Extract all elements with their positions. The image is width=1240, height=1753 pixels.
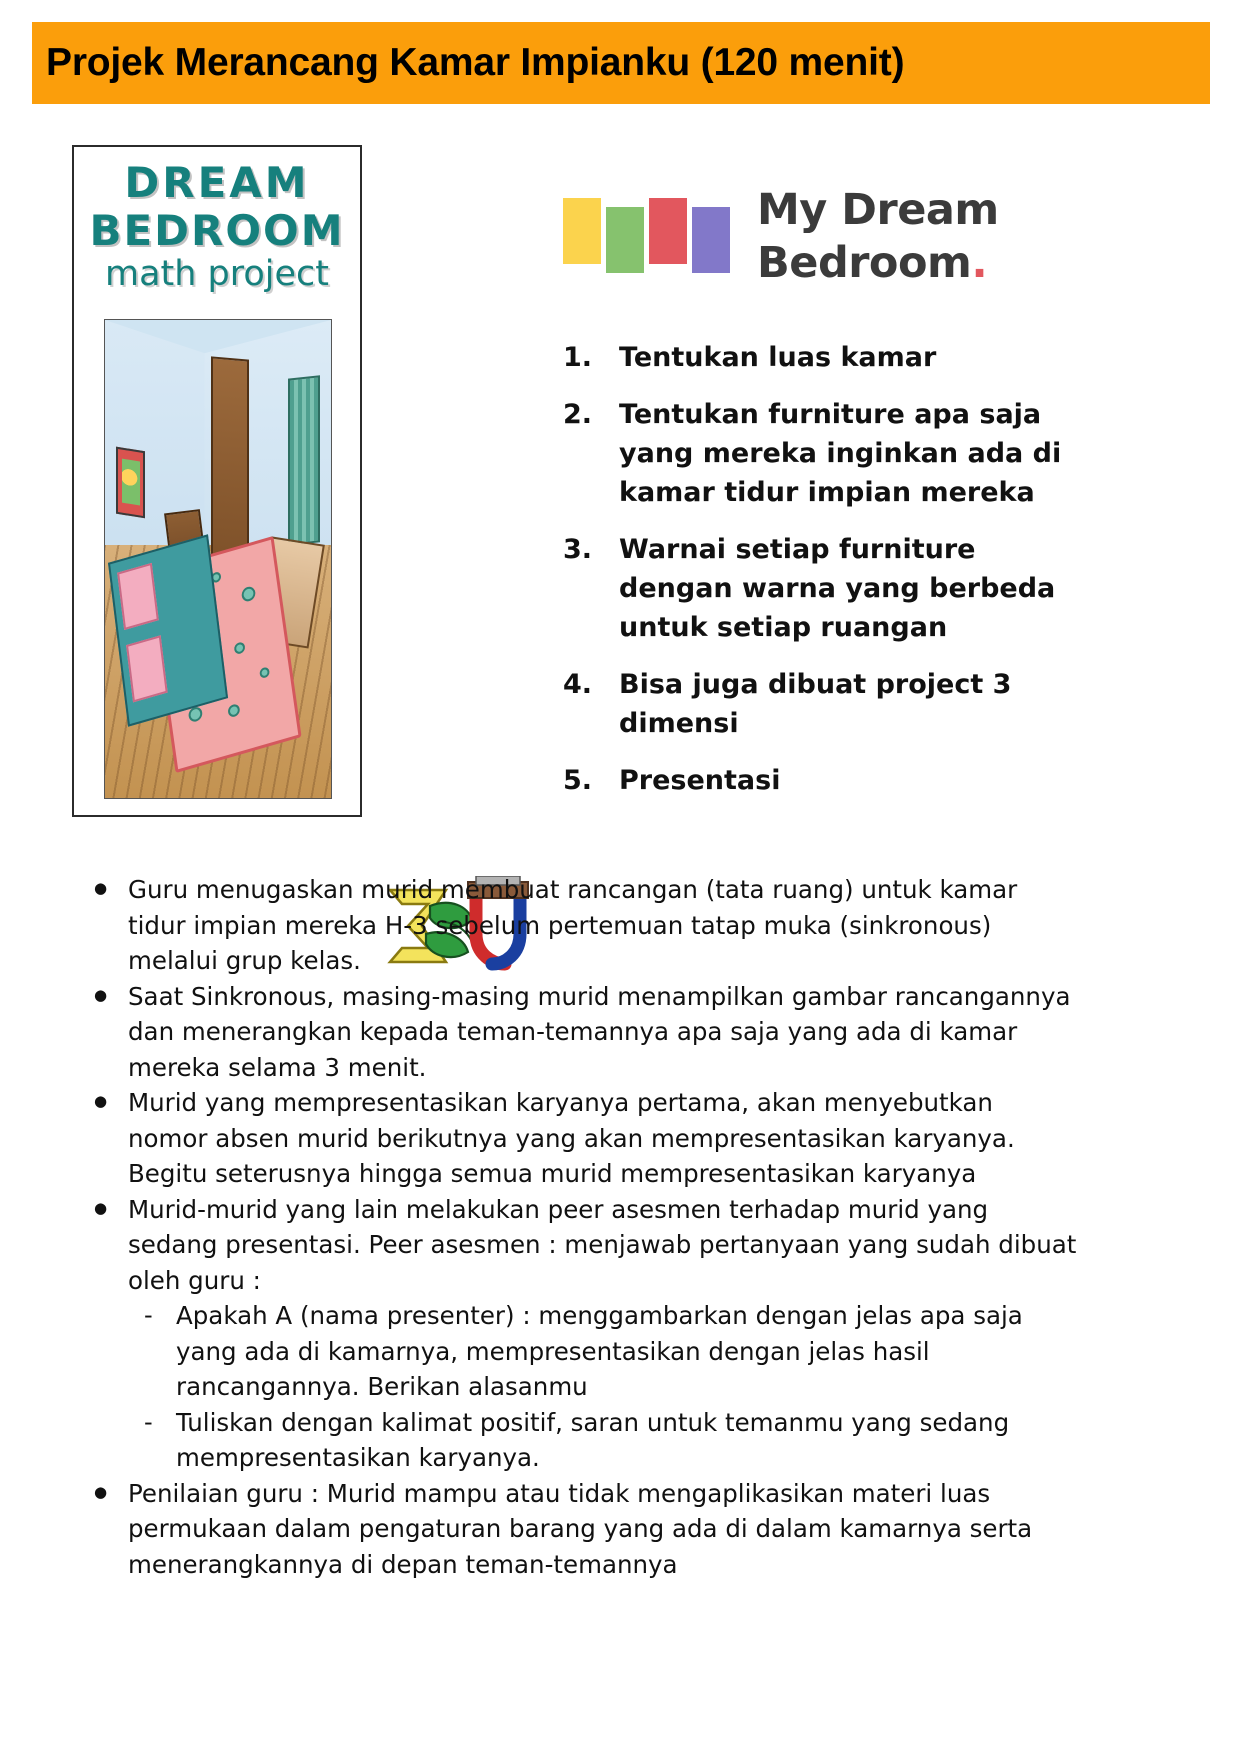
bed	[108, 535, 228, 727]
page-title: Projek Merancang Kamar Impianku (120 menit)	[46, 41, 905, 84]
step-number: 1.	[563, 342, 593, 373]
bullet-item: ● Murid yang mempresentasikan karyanya pertama, akan menyebutkan nomor absen murid berikutnya yang akan mempresentasikan karyanya. Begitu seterusnya hingga semua murid mempresentasikan karyanya	[78, 1085, 1078, 1192]
step-item	[563, 530, 1063, 647]
step-label: Tentukan furniture apa saja yang mereka inginkan ada di kamar tidur impian mereka	[619, 399, 1062, 508]
bullet-level-1	[78, 872, 1078, 1582]
brand-title-line2-wrap	[757, 237, 999, 290]
bedroom-drawing	[104, 319, 332, 799]
sub-bullet-item: - Tuliskan dengan kalimat positif, saran untuk temanmu yang sedang mempresentasikan karyanya.	[128, 1405, 1078, 1476]
brand-title-line1: My Dream	[757, 185, 999, 235]
wall-picture	[116, 447, 145, 519]
step-number: 5.	[563, 765, 593, 796]
brand-title-period: .	[971, 238, 988, 288]
page-title-banner	[32, 22, 1210, 104]
step-number: 2.	[563, 399, 593, 430]
swatch-purple-icon	[692, 207, 730, 273]
bullet-item	[78, 1192, 1078, 1476]
media-row	[0, 138, 1240, 858]
brand-title-line2: Bedroom	[757, 238, 972, 288]
brand-row	[563, 174, 999, 290]
poster-title-line3: math project	[104, 254, 330, 294]
poster-title	[74, 147, 360, 295]
step-number: 3.	[563, 534, 593, 565]
step-label: Warnai setiap furniture dengan warna yang berbeda untuk setiap ruangan	[619, 534, 1056, 643]
dream-bedroom-poster	[72, 145, 362, 817]
color-swatches	[563, 174, 735, 273]
curtain	[288, 376, 320, 547]
pillow-top	[117, 563, 159, 630]
sub-bullet-item: - Apakah A (nama presenter) : menggambarkan dengan jelas apa saja yang ada di kamarnya, mempresentasikan dengan jelas hasil rancangannya. Berikan alasanmu	[128, 1298, 1078, 1405]
my-dream-bedroom-panel	[549, 154, 1069, 810]
step-label: Bisa juga dibuat project 3 dimensi	[619, 669, 1012, 739]
poster-title-line1: DREAM	[124, 158, 310, 207]
door	[211, 357, 249, 571]
step-label: Tentukan luas kamar	[619, 342, 937, 373]
step-item	[563, 338, 1063, 377]
poster-title-line2: BEDROOM	[89, 206, 345, 255]
pillow-bottom	[126, 636, 168, 703]
bullet-item: ● Penilaian guru : Murid mampu atau tidak mengaplikasikan materi luas permukaan dalam pengaturan barang yang ada di dalam kamarnya serta menerangkannya di depan teman-temannya	[78, 1476, 1078, 1583]
step-item	[563, 665, 1063, 743]
bullet-item: ● Guru menugaskan murid membuat rancangan (tata ruang) untuk kamar tidur impian mereka H-3 sebelum pertemuan tatap muka (sinkronous) melalui grup kelas.	[78, 872, 1078, 979]
step-item	[563, 761, 1063, 800]
step-item	[563, 395, 1063, 512]
step-number: 4.	[563, 669, 593, 700]
bullet-item: ● Saat Sinkronous, masing-masing murid menampilkan gambar rancangannya dan menerangkan kepada teman-temannya apa saja yang ada di kamar mereka selama 3 menit.	[78, 979, 1078, 1086]
bullet-text: Murid-murid yang lain melakukan peer asesmen terhadap murid yang sedang presentasi. Peer asesmen : menjawab pertanyaan yang sudah dibuat oleh guru :	[128, 1194, 1077, 1295]
steps-list	[563, 338, 1063, 818]
bullet-level-2	[128, 1298, 1078, 1476]
brand-title	[757, 174, 999, 290]
swatch-red-icon	[649, 198, 687, 264]
step-label: Presentasi	[619, 765, 781, 796]
swatch-green-icon	[606, 207, 644, 273]
activity-bullet-list	[78, 872, 1078, 1582]
swatch-yellow-icon	[563, 198, 601, 264]
